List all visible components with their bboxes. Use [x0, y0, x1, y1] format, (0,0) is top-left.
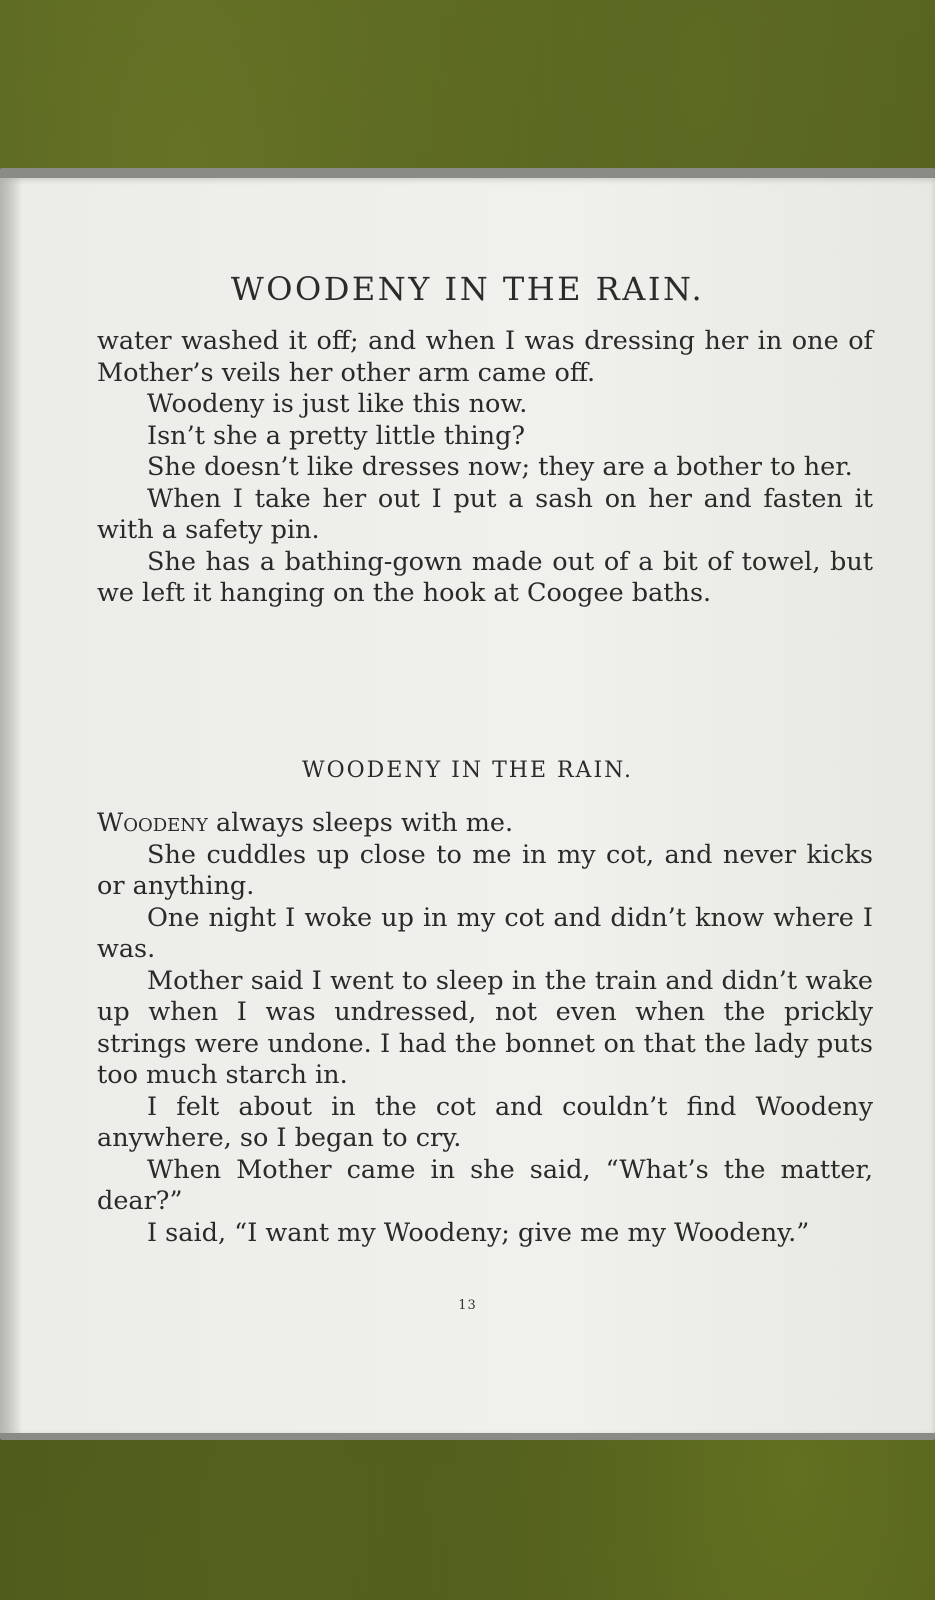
paragraph: She doesn’t like dresses now; they are a bother to her. — [147, 452, 853, 482]
paragraph: Mother said I went to sleep in the train and didn’t wake up when I was undressed, not even when the prickly strings were undone. I had the bonnet on that the lady puts too much starch in. — [97, 965, 873, 1090]
opening-paragraph — [97, 808, 873, 840]
paragraph: water washed it off; and when I was dressing her in one of Mother’s veils her other arm came off. — [97, 326, 873, 388]
paragraph: When I take her out I put a sash on her and fasten it with a safety pin. — [97, 483, 873, 545]
paragraph: Isn’t she a pretty little thing? — [147, 420, 526, 451]
opening-rest: always sleeps with me. — [207, 808, 514, 838]
paragraph: Woodeny is just like this now. — [147, 389, 528, 419]
page-gutter-shadow — [0, 178, 22, 1433]
paragraph: One night I woke up in my cot and didn’t know where I was. — [97, 902, 873, 964]
paragraph: I said, “I want my Woodeny; give me my Woodeny.” — [147, 1217, 810, 1248]
page-number: 13 — [458, 1298, 477, 1313]
paragraph: She cuddles up close to me in my cot, and never kicks or anything. — [97, 839, 873, 901]
section-title: WOODENY IN THE RAIN. — [302, 758, 633, 783]
continued-text-block — [97, 326, 873, 610]
paragraph: She has a bathing-gown made out of a bit of towel, but we left it hanging on the hook at Coogee baths. — [97, 546, 873, 608]
paragraph: When Mother came in she said, “What’s the matter, dear?” — [97, 1154, 873, 1216]
section-text-block — [97, 808, 873, 1249]
running-head: WOODENY IN THE RAIN. — [230, 270, 705, 308]
paragraph: I felt about in the cot and couldn’t find Woodeny anywhere, so I began to cry. — [97, 1091, 873, 1153]
opening-word: Woodeny — [97, 808, 208, 838]
